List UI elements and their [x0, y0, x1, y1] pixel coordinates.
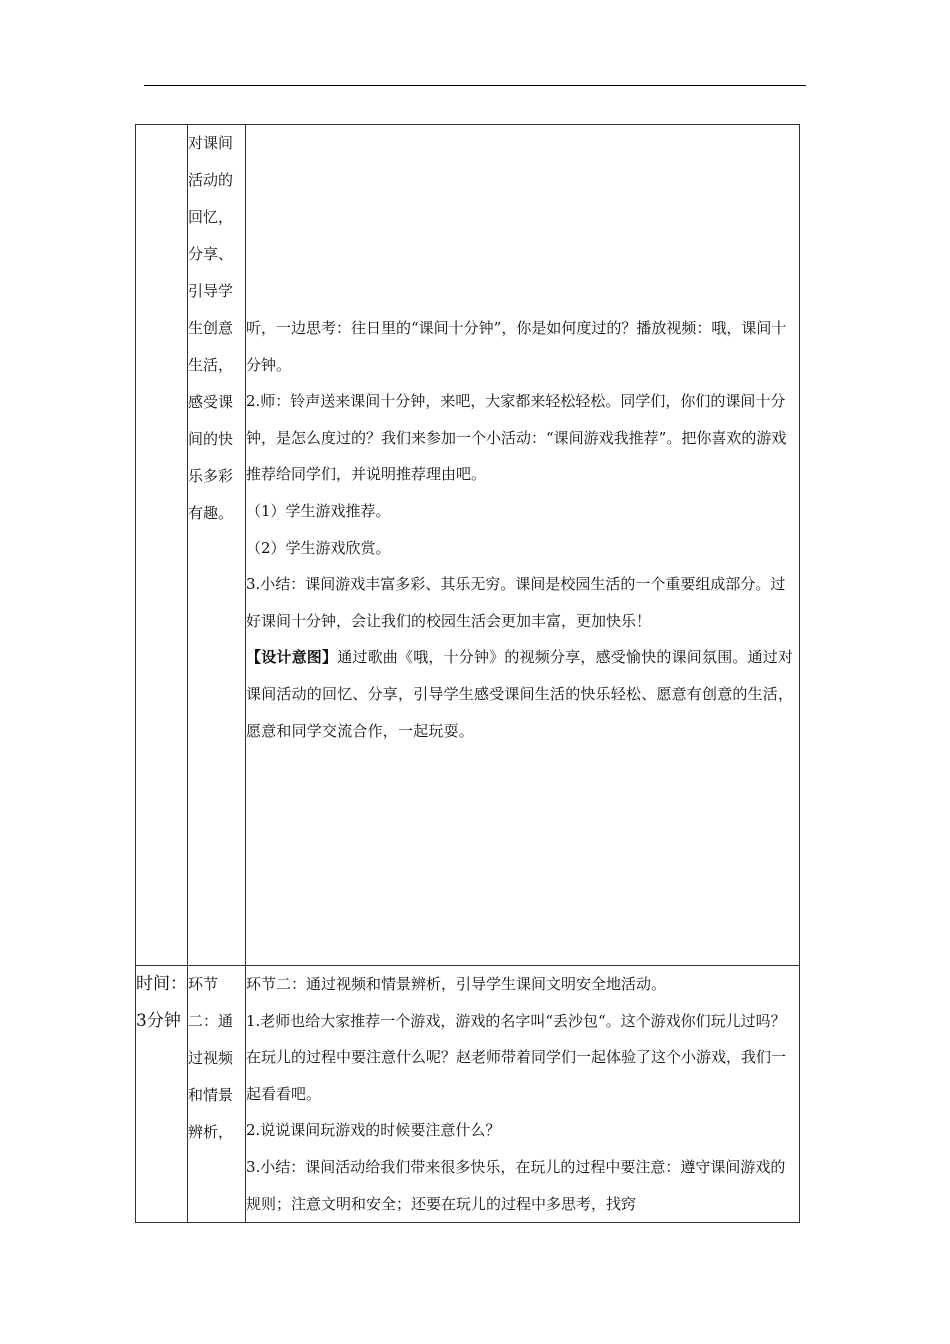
paragraph: 环节二：通过视频和情景辨析，引导学生课间文明安全地活动。	[246, 975, 667, 993]
paragraph: 2.说说课间玩游戏的时候要注意什么？	[246, 1121, 501, 1140]
stage-cell: 环节二：通过视频和情景辨析，	[188, 966, 246, 1223]
time-cell	[136, 125, 188, 966]
design-intent	[246, 639, 799, 749]
design-intent-text: 通过歌曲《哦，十分钟》的视频分享，感受愉快的课间氛围。通过对课间活动的回忆、分享，引导学生感受课间生活的快乐轻松、愿意有创意的生活，愿意和同学交流合作，一起玩耍。	[246, 648, 794, 740]
paragraph: （1）学生游戏推荐。	[246, 501, 391, 520]
table-row	[136, 966, 800, 1223]
paragraph: 听，一边思考：往日里的“课间十分钟”，你是如何度过的？播放视频：哦，课间十分钟。	[246, 319, 787, 374]
content-cell	[246, 125, 800, 966]
paragraph: 1.老师也给大家推荐一个游戏，游戏的名字叫“丢沙包“。这个游戏你们玩儿过吗？在玩儿的过程中要注意什么呢？赵老师带着同学们一起体验了这个小游戏，我们一起看看吧。	[246, 1011, 787, 1103]
header-rule	[144, 85, 806, 86]
time-cell: 时间：3分钟	[136, 966, 188, 1223]
paragraph: 3.小结：课间游戏丰富多彩、其乐无穷。课间是校园生活的一个重要组成部分。过好课间十分钟，会让我们的校园生活会更加丰富，更加快乐！	[246, 575, 786, 630]
lesson-plan-table	[135, 124, 800, 1223]
stage-cell: 对课间活动的回忆，分享、引导学生创意生活，感受课间的快乐多彩有趣。	[188, 125, 246, 966]
content-cell	[246, 966, 800, 1223]
table-row	[136, 125, 800, 966]
design-intent-label: 【设计意图】	[246, 648, 338, 667]
paragraph: 2.师：铃声送来课间十分钟，来吧，大家都来轻松轻松。同学们，你们的课间十分钟，是怎么度过的？我们来参加一个小活动：“课间游戏我推荐”。把你喜欢的游戏推荐给同学们，并说明推荐理由吧。	[246, 392, 787, 484]
paragraph: 3.小结：课间活动给我们带来很多快乐，在玩儿的过程中要注意：遵守课间游戏的规则；注意文明和安全；还要在玩儿的过程中多思考，找窍	[246, 1157, 786, 1213]
paragraph: （2）学生游戏欣赏。	[246, 538, 391, 557]
